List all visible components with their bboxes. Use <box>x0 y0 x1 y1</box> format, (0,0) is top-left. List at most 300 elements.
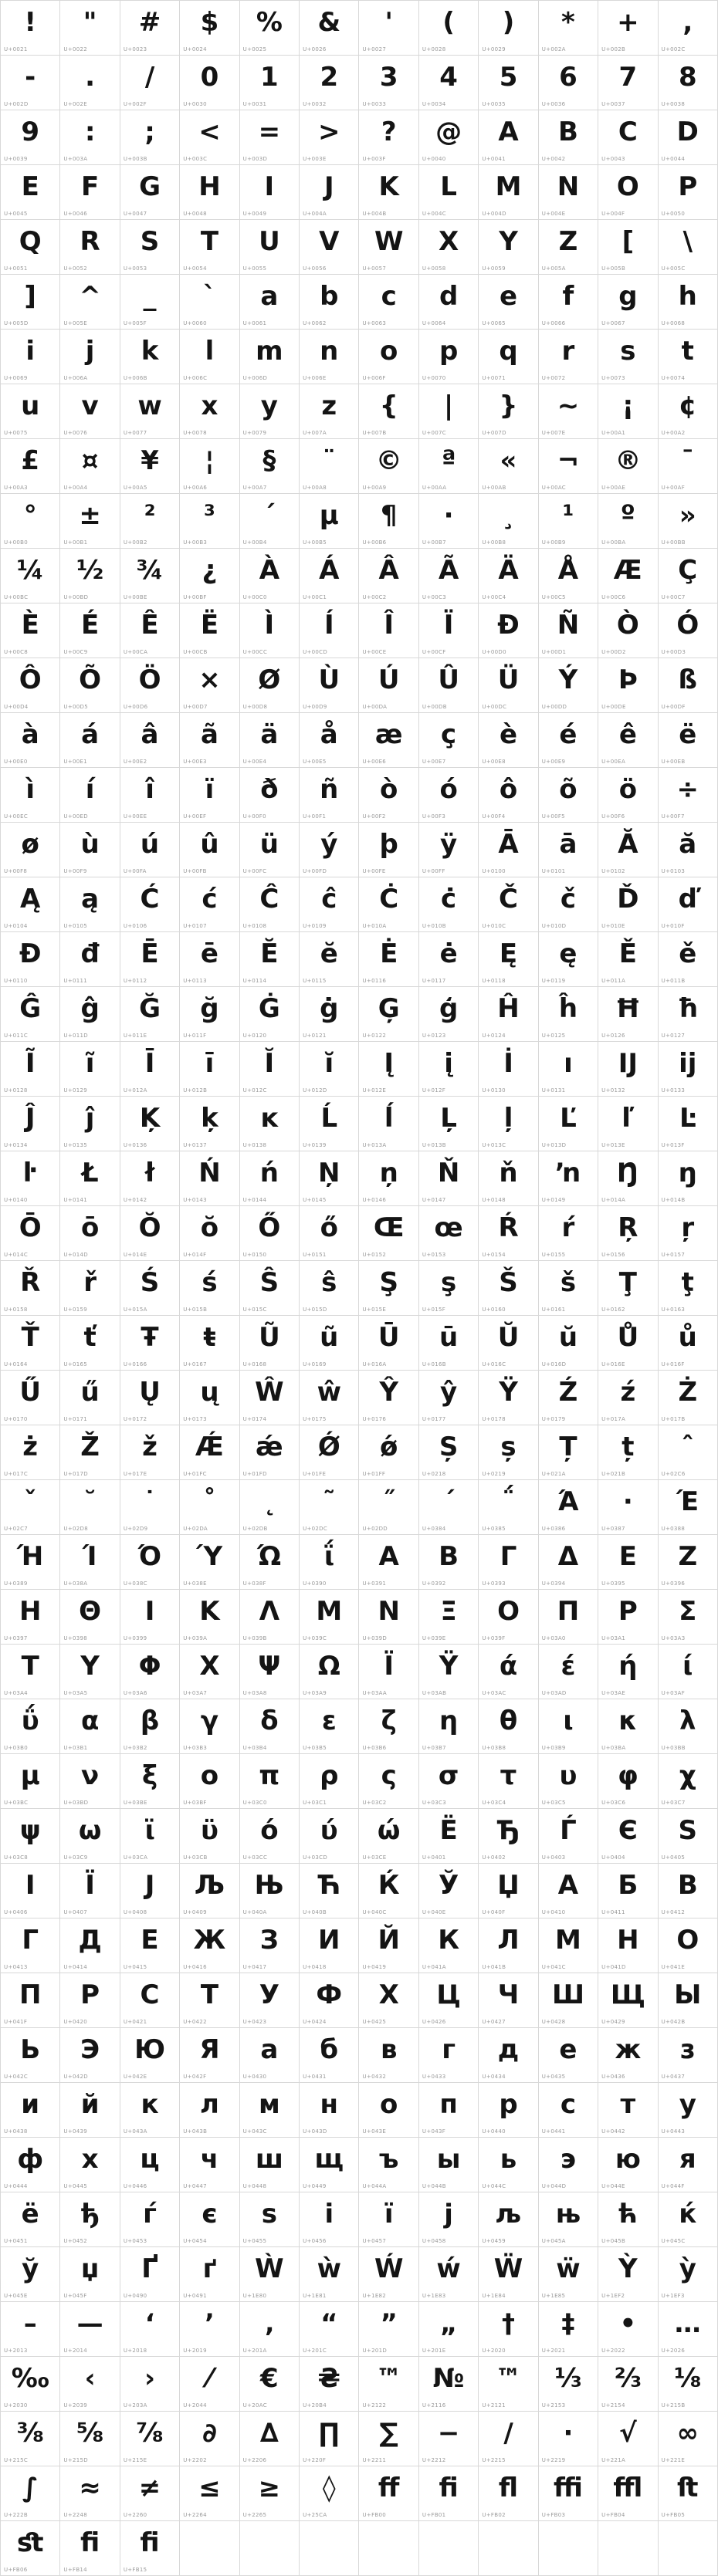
glyph-cell[interactable] <box>300 220 359 275</box>
glyph-cell[interactable] <box>300 494 359 549</box>
glyph-cell[interactable] <box>60 603 120 658</box>
glyph-cell[interactable] <box>240 1973 300 2028</box>
glyph-cell[interactable] <box>419 1535 479 1590</box>
glyph-cell[interactable] <box>419 2357 479 2412</box>
glyph-cell[interactable] <box>659 2357 718 2412</box>
glyph-cell[interactable] <box>60 1535 120 1590</box>
glyph-cell[interactable] <box>659 2466 718 2521</box>
glyph-cell[interactable] <box>180 384 239 439</box>
glyph-cell[interactable] <box>60 1480 120 1535</box>
glyph-cell[interactable] <box>539 384 598 439</box>
glyph-cell[interactable] <box>120 603 180 658</box>
glyph-cell[interactable] <box>659 2083 718 2138</box>
glyph-cell[interactable] <box>598 823 658 877</box>
glyph-cell[interactable] <box>120 877 180 932</box>
glyph-cell[interactable] <box>539 56 598 110</box>
glyph-cell[interactable] <box>359 1918 418 1973</box>
glyph-cell[interactable] <box>1 1206 60 1261</box>
glyph-cell[interactable] <box>60 987 120 1042</box>
glyph-cell[interactable] <box>240 658 300 713</box>
glyph-cell[interactable] <box>359 1590 418 1645</box>
glyph-cell[interactable] <box>659 1425 718 1480</box>
glyph-cell[interactable] <box>120 1809 180 1864</box>
glyph-cell[interactable] <box>1 1480 60 1535</box>
glyph-cell[interactable] <box>300 1864 359 1918</box>
glyph-cell[interactable] <box>180 494 239 549</box>
glyph-cell[interactable] <box>60 1864 120 1918</box>
glyph-cell[interactable] <box>180 877 239 932</box>
glyph-cell[interactable] <box>180 275 239 330</box>
glyph-cell[interactable] <box>300 1425 359 1480</box>
glyph-cell[interactable] <box>479 494 538 549</box>
glyph-cell[interactable] <box>180 549 239 603</box>
glyph-cell[interactable] <box>240 2357 300 2412</box>
glyph-cell[interactable] <box>300 1590 359 1645</box>
glyph-cell[interactable] <box>240 932 300 987</box>
glyph-cell[interactable] <box>598 2138 658 2192</box>
glyph-cell[interactable] <box>60 2192 120 2247</box>
glyph-cell[interactable] <box>60 1371 120 1425</box>
glyph-cell[interactable] <box>180 1480 239 1535</box>
glyph-cell[interactable] <box>1 275 60 330</box>
glyph-cell[interactable] <box>419 2192 479 2247</box>
glyph-cell[interactable] <box>180 1261 239 1316</box>
glyph-cell[interactable] <box>240 1699 300 1754</box>
glyph-cell[interactable] <box>180 2247 239 2302</box>
glyph-cell[interactable] <box>120 2192 180 2247</box>
glyph-cell[interactable] <box>1 439 60 494</box>
glyph-cell[interactable] <box>659 1097 718 1151</box>
glyph-cell[interactable] <box>419 1261 479 1316</box>
glyph-cell[interactable] <box>240 768 300 823</box>
glyph-cell[interactable] <box>60 165 120 220</box>
glyph-cell[interactable] <box>479 1480 538 1535</box>
glyph-cell[interactable] <box>240 1261 300 1316</box>
glyph-cell[interactable] <box>1 1918 60 1973</box>
glyph-cell[interactable] <box>300 1645 359 1699</box>
glyph-cell[interactable] <box>180 330 239 384</box>
glyph-cell[interactable] <box>539 877 598 932</box>
glyph-cell[interactable] <box>180 1 239 56</box>
glyph-cell[interactable] <box>479 2028 538 2083</box>
glyph-cell[interactable] <box>419 165 479 220</box>
glyph-cell[interactable] <box>419 110 479 165</box>
glyph-cell[interactable] <box>419 1645 479 1699</box>
glyph-cell[interactable] <box>300 1480 359 1535</box>
glyph-cell[interactable] <box>419 932 479 987</box>
glyph-cell[interactable] <box>539 1754 598 1809</box>
glyph-cell[interactable] <box>1 384 60 439</box>
glyph-cell[interactable] <box>659 713 718 768</box>
glyph-cell[interactable] <box>479 220 538 275</box>
glyph-cell[interactable] <box>60 1809 120 1864</box>
glyph-cell[interactable] <box>539 1590 598 1645</box>
glyph-cell[interactable] <box>1 165 60 220</box>
glyph-cell[interactable] <box>180 603 239 658</box>
glyph-cell[interactable] <box>1 1097 60 1151</box>
glyph-cell[interactable] <box>1 1 60 56</box>
glyph-cell[interactable] <box>120 1042 180 1097</box>
glyph-cell[interactable] <box>120 1645 180 1699</box>
glyph-cell[interactable] <box>539 330 598 384</box>
glyph-cell[interactable] <box>659 384 718 439</box>
glyph-cell[interactable] <box>240 110 300 165</box>
glyph-cell[interactable] <box>60 2466 120 2521</box>
glyph-cell[interactable] <box>598 1316 658 1371</box>
glyph-cell[interactable] <box>539 1809 598 1864</box>
glyph-cell[interactable] <box>359 932 418 987</box>
glyph-cell[interactable] <box>419 2138 479 2192</box>
glyph-cell[interactable] <box>120 439 180 494</box>
glyph-cell[interactable] <box>659 2138 718 2192</box>
glyph-cell[interactable] <box>240 2138 300 2192</box>
glyph-cell[interactable] <box>598 2028 658 2083</box>
glyph-cell[interactable] <box>60 330 120 384</box>
glyph-cell[interactable] <box>60 220 120 275</box>
glyph-cell[interactable] <box>120 1261 180 1316</box>
glyph-cell[interactable] <box>359 2412 418 2466</box>
glyph-cell[interactable] <box>240 330 300 384</box>
glyph-cell[interactable] <box>180 823 239 877</box>
glyph-cell[interactable] <box>598 603 658 658</box>
glyph-cell[interactable] <box>539 1261 598 1316</box>
glyph-cell[interactable] <box>419 2247 479 2302</box>
glyph-cell[interactable] <box>120 1864 180 1918</box>
glyph-cell[interactable] <box>1 1590 60 1645</box>
glyph-cell[interactable] <box>1 713 60 768</box>
glyph-cell[interactable] <box>539 1535 598 1590</box>
glyph-cell[interactable] <box>419 877 479 932</box>
glyph-cell[interactable] <box>180 56 239 110</box>
glyph-cell[interactable] <box>359 220 418 275</box>
glyph-cell[interactable] <box>359 1809 418 1864</box>
glyph-cell[interactable] <box>419 1864 479 1918</box>
glyph-cell[interactable] <box>598 2247 658 2302</box>
glyph-cell[interactable] <box>120 275 180 330</box>
glyph-cell[interactable] <box>539 768 598 823</box>
glyph-cell[interactable] <box>539 1480 598 1535</box>
glyph-cell[interactable] <box>479 1316 538 1371</box>
glyph-cell[interactable] <box>659 1809 718 1864</box>
glyph-cell[interactable] <box>1 110 60 165</box>
glyph-cell[interactable] <box>1 1699 60 1754</box>
glyph-cell[interactable] <box>300 1206 359 1261</box>
glyph-cell[interactable] <box>300 330 359 384</box>
glyph-cell[interactable] <box>240 1 300 56</box>
glyph-cell[interactable] <box>539 1371 598 1425</box>
glyph-cell[interactable] <box>598 2083 658 2138</box>
glyph-cell[interactable] <box>1 330 60 384</box>
glyph-cell[interactable] <box>419 494 479 549</box>
glyph-cell[interactable] <box>659 2028 718 2083</box>
glyph-cell[interactable] <box>598 1425 658 1480</box>
glyph-cell[interactable] <box>300 1151 359 1206</box>
glyph-cell[interactable] <box>60 877 120 932</box>
glyph-cell[interactable] <box>479 1645 538 1699</box>
glyph-cell[interactable] <box>300 2302 359 2357</box>
glyph-cell[interactable] <box>598 877 658 932</box>
glyph-cell[interactable] <box>120 1973 180 2028</box>
glyph-cell[interactable] <box>598 658 658 713</box>
glyph-cell[interactable] <box>1 2302 60 2357</box>
glyph-cell[interactable] <box>300 1371 359 1425</box>
glyph-cell[interactable] <box>419 823 479 877</box>
glyph-cell[interactable] <box>240 1918 300 1973</box>
glyph-cell[interactable] <box>419 2412 479 2466</box>
glyph-cell[interactable] <box>120 1097 180 1151</box>
glyph-cell[interactable] <box>359 1097 418 1151</box>
glyph-cell[interactable] <box>60 2357 120 2412</box>
glyph-cell[interactable] <box>359 603 418 658</box>
glyph-cell[interactable] <box>598 768 658 823</box>
glyph-cell[interactable] <box>1 1425 60 1480</box>
glyph-cell[interactable] <box>539 220 598 275</box>
glyph-cell[interactable] <box>659 439 718 494</box>
glyph-cell[interactable] <box>300 2357 359 2412</box>
glyph-cell[interactable] <box>180 1809 239 1864</box>
glyph-cell[interactable] <box>659 1371 718 1425</box>
glyph-cell[interactable] <box>120 932 180 987</box>
glyph-cell[interactable] <box>598 1371 658 1425</box>
glyph-cell[interactable] <box>1 2521 60 2576</box>
glyph-cell[interactable] <box>598 1 658 56</box>
glyph-cell[interactable] <box>479 549 538 603</box>
glyph-cell[interactable] <box>1 1371 60 1425</box>
glyph-cell[interactable] <box>300 987 359 1042</box>
glyph-cell[interactable] <box>240 1042 300 1097</box>
glyph-cell[interactable] <box>419 987 479 1042</box>
glyph-cell[interactable] <box>539 1097 598 1151</box>
glyph-cell[interactable] <box>120 658 180 713</box>
glyph-cell[interactable] <box>1 1809 60 1864</box>
glyph-cell[interactable] <box>479 1535 538 1590</box>
glyph-cell[interactable] <box>479 275 538 330</box>
glyph-cell[interactable] <box>120 1151 180 1206</box>
glyph-cell[interactable] <box>1 2357 60 2412</box>
glyph-cell[interactable] <box>240 1206 300 1261</box>
glyph-cell[interactable] <box>359 494 418 549</box>
glyph-cell[interactable] <box>598 932 658 987</box>
glyph-cell[interactable] <box>180 220 239 275</box>
glyph-cell[interactable] <box>419 1206 479 1261</box>
glyph-cell[interactable] <box>598 330 658 384</box>
glyph-cell[interactable] <box>240 1316 300 1371</box>
glyph-cell[interactable] <box>359 1645 418 1699</box>
glyph-cell[interactable] <box>419 1590 479 1645</box>
glyph-cell[interactable] <box>419 1 479 56</box>
glyph-cell[interactable] <box>419 56 479 110</box>
glyph-cell[interactable] <box>659 1590 718 1645</box>
glyph-cell[interactable] <box>120 2247 180 2302</box>
glyph-cell[interactable] <box>60 1316 120 1371</box>
glyph-cell[interactable] <box>659 877 718 932</box>
glyph-cell[interactable] <box>300 110 359 165</box>
glyph-cell[interactable] <box>659 2412 718 2466</box>
glyph-cell[interactable] <box>180 658 239 713</box>
glyph-cell[interactable] <box>359 275 418 330</box>
glyph-cell[interactable] <box>180 1151 239 1206</box>
glyph-cell[interactable] <box>598 1973 658 2028</box>
glyph-cell[interactable] <box>240 1809 300 1864</box>
glyph-cell[interactable] <box>419 2083 479 2138</box>
glyph-cell[interactable] <box>598 1754 658 1809</box>
glyph-cell[interactable] <box>659 1699 718 1754</box>
glyph-cell[interactable] <box>1 1754 60 1809</box>
glyph-cell[interactable] <box>180 1699 239 1754</box>
glyph-cell[interactable] <box>300 1699 359 1754</box>
glyph-cell[interactable] <box>240 1645 300 1699</box>
glyph-cell[interactable] <box>419 603 479 658</box>
glyph-cell[interactable] <box>60 1645 120 1699</box>
glyph-cell[interactable] <box>539 165 598 220</box>
glyph-cell[interactable] <box>180 713 239 768</box>
glyph-cell[interactable] <box>539 2412 598 2466</box>
glyph-cell[interactable] <box>1 2028 60 2083</box>
glyph-cell[interactable] <box>359 877 418 932</box>
glyph-cell[interactable] <box>359 1973 418 2028</box>
glyph-cell[interactable] <box>180 2302 239 2357</box>
glyph-cell[interactable] <box>120 1590 180 1645</box>
glyph-cell[interactable] <box>180 1316 239 1371</box>
glyph-cell[interactable] <box>359 768 418 823</box>
glyph-cell[interactable] <box>180 1973 239 2028</box>
glyph-cell[interactable] <box>1 1151 60 1206</box>
glyph-cell[interactable] <box>240 1535 300 1590</box>
glyph-cell[interactable] <box>180 768 239 823</box>
glyph-cell[interactable] <box>359 1864 418 1918</box>
glyph-cell[interactable] <box>120 1754 180 1809</box>
glyph-cell[interactable] <box>539 1973 598 2028</box>
glyph-cell[interactable] <box>120 2466 180 2521</box>
glyph-cell[interactable] <box>479 1973 538 2028</box>
glyph-cell[interactable] <box>479 165 538 220</box>
glyph-cell[interactable] <box>419 1480 479 1535</box>
glyph-cell[interactable] <box>539 494 598 549</box>
glyph-cell[interactable] <box>180 439 239 494</box>
glyph-cell[interactable] <box>659 165 718 220</box>
glyph-cell[interactable] <box>120 2521 180 2576</box>
glyph-cell[interactable] <box>598 1699 658 1754</box>
glyph-cell[interactable] <box>60 1042 120 1097</box>
glyph-cell[interactable] <box>300 2247 359 2302</box>
glyph-cell[interactable] <box>180 2083 239 2138</box>
glyph-cell[interactable] <box>60 494 120 549</box>
glyph-cell[interactable] <box>1 2247 60 2302</box>
glyph-cell[interactable] <box>120 1371 180 1425</box>
glyph-cell[interactable] <box>120 384 180 439</box>
glyph-cell[interactable] <box>479 1151 538 1206</box>
glyph-cell[interactable] <box>240 275 300 330</box>
glyph-cell[interactable] <box>659 1261 718 1316</box>
glyph-cell[interactable] <box>539 1151 598 1206</box>
glyph-cell[interactable] <box>1 603 60 658</box>
glyph-cell[interactable] <box>240 2302 300 2357</box>
glyph-cell[interactable] <box>180 1042 239 1097</box>
glyph-cell[interactable] <box>1 1645 60 1699</box>
glyph-cell[interactable] <box>180 1371 239 1425</box>
glyph-cell[interactable] <box>659 603 718 658</box>
glyph-cell[interactable] <box>1 1864 60 1918</box>
glyph-cell[interactable] <box>359 110 418 165</box>
glyph-cell[interactable] <box>300 2138 359 2192</box>
glyph-cell[interactable] <box>659 330 718 384</box>
glyph-cell[interactable] <box>1 1973 60 2028</box>
glyph-cell[interactable] <box>300 384 359 439</box>
glyph-cell[interactable] <box>120 987 180 1042</box>
glyph-cell[interactable] <box>1 2138 60 2192</box>
glyph-cell[interactable] <box>60 2521 120 2576</box>
glyph-cell[interactable] <box>1 932 60 987</box>
glyph-cell[interactable] <box>598 1206 658 1261</box>
glyph-cell[interactable] <box>120 220 180 275</box>
glyph-cell[interactable] <box>120 1425 180 1480</box>
glyph-cell[interactable] <box>60 549 120 603</box>
glyph-cell[interactable] <box>479 1918 538 1973</box>
glyph-cell[interactable] <box>120 2357 180 2412</box>
glyph-cell[interactable] <box>120 2302 180 2357</box>
glyph-cell[interactable] <box>1 1042 60 1097</box>
glyph-cell[interactable] <box>359 1151 418 1206</box>
glyph-cell[interactable] <box>300 549 359 603</box>
glyph-cell[interactable] <box>240 1371 300 1425</box>
glyph-cell[interactable] <box>60 110 120 165</box>
glyph-cell[interactable] <box>659 220 718 275</box>
glyph-cell[interactable] <box>659 494 718 549</box>
glyph-cell[interactable] <box>359 2247 418 2302</box>
glyph-cell[interactable] <box>479 384 538 439</box>
glyph-cell[interactable] <box>60 1699 120 1754</box>
glyph-cell[interactable] <box>479 713 538 768</box>
glyph-cell[interactable] <box>240 603 300 658</box>
glyph-cell[interactable] <box>479 1371 538 1425</box>
glyph-cell[interactable] <box>479 1097 538 1151</box>
glyph-cell[interactable] <box>359 56 418 110</box>
glyph-cell[interactable] <box>300 1042 359 1097</box>
glyph-cell[interactable] <box>60 658 120 713</box>
glyph-cell[interactable] <box>598 494 658 549</box>
glyph-cell[interactable] <box>539 2302 598 2357</box>
glyph-cell[interactable] <box>180 2138 239 2192</box>
glyph-cell[interactable] <box>659 1480 718 1535</box>
glyph-cell[interactable] <box>419 1973 479 2028</box>
glyph-cell[interactable] <box>359 2138 418 2192</box>
glyph-cell[interactable] <box>419 1097 479 1151</box>
glyph-cell[interactable] <box>479 2192 538 2247</box>
glyph-cell[interactable] <box>539 110 598 165</box>
glyph-cell[interactable] <box>240 1425 300 1480</box>
glyph-cell[interactable] <box>120 2412 180 2466</box>
glyph-cell[interactable] <box>240 877 300 932</box>
glyph-cell[interactable] <box>539 2028 598 2083</box>
glyph-cell[interactable] <box>539 1042 598 1097</box>
glyph-cell[interactable] <box>359 2028 418 2083</box>
glyph-cell[interactable] <box>120 549 180 603</box>
glyph-cell[interactable] <box>598 1809 658 1864</box>
glyph-cell[interactable] <box>300 2028 359 2083</box>
glyph-cell[interactable] <box>300 56 359 110</box>
glyph-cell[interactable] <box>659 2302 718 2357</box>
glyph-cell[interactable] <box>60 1261 120 1316</box>
glyph-cell[interactable] <box>539 658 598 713</box>
glyph-cell[interactable] <box>60 1151 120 1206</box>
glyph-cell[interactable] <box>180 1590 239 1645</box>
glyph-cell[interactable] <box>419 1425 479 1480</box>
glyph-cell[interactable] <box>180 2357 239 2412</box>
glyph-cell[interactable] <box>300 275 359 330</box>
glyph-cell[interactable] <box>300 1809 359 1864</box>
glyph-cell[interactable] <box>60 2247 120 2302</box>
glyph-cell[interactable] <box>1 877 60 932</box>
